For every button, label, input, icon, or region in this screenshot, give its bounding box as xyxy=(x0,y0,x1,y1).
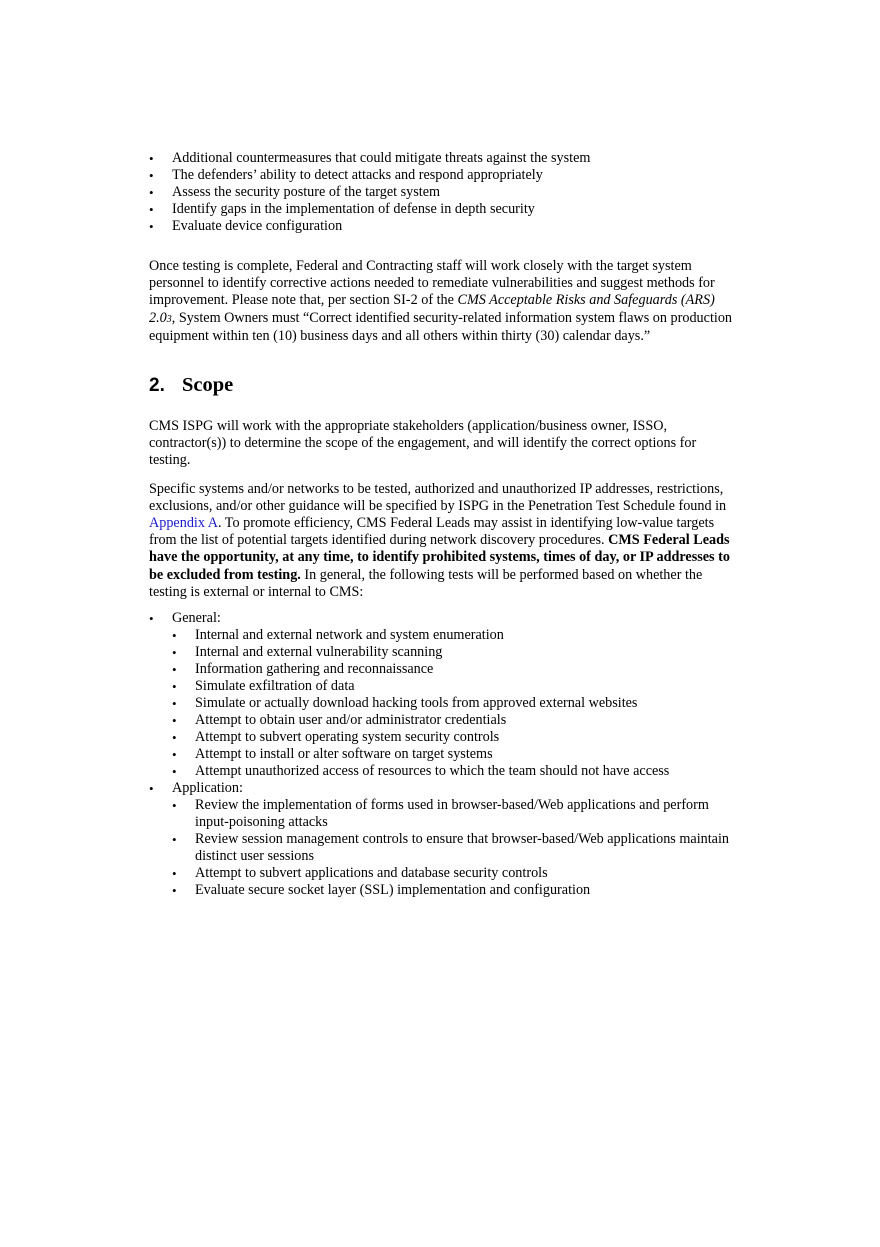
application-sublist xyxy=(172,797,739,899)
list-item: • The defenders’ ability to detect attacks and respond appropriately xyxy=(149,167,543,183)
intro-bullet-list xyxy=(149,150,739,235)
tests-list xyxy=(149,610,739,899)
bullet-icon: • xyxy=(172,662,177,678)
bullet-icon: • xyxy=(149,151,154,166)
bullet-icon: • xyxy=(172,866,177,882)
list-item: • Evaluate device configuration xyxy=(149,218,343,234)
list-item: • Review the implementation of forms used in browser-based/Web applications and perform input-poisoning attacks xyxy=(172,797,709,831)
general-sublist xyxy=(172,627,739,780)
ars-reference: CMS Acceptable Risks and Safeguards (ARS) 2.03 xyxy=(149,292,715,326)
bullet-icon: • xyxy=(172,883,177,899)
bullet-icon: • xyxy=(172,764,177,780)
section-number: 2. xyxy=(149,375,165,397)
appendix-a-link[interactable]: Appendix A xyxy=(149,515,218,532)
bullet-icon: • xyxy=(172,798,177,814)
bold-emphasis: CMS Federal Leads have the opportunity, at any time, to identify prohibited systems, times of day, or IP addresses to be excluded from testing. xyxy=(149,532,730,583)
page-content xyxy=(149,150,739,899)
bullet-icon: • xyxy=(172,679,177,695)
bullet-icon: • xyxy=(172,832,177,848)
list-item: • Information gathering and reconnaissance xyxy=(172,661,434,678)
list-item: • Identify gaps in the implementation of defense in depth security xyxy=(149,201,535,217)
list-item: • Simulate exfiltration of data xyxy=(172,678,355,695)
list-item: • Assess the security posture of the target system xyxy=(149,184,441,200)
bullet-icon: • xyxy=(149,219,154,234)
list-item-application: • Application: • Review the implementation of forms used in browser-based/Web applications and perform input-poisoning attacks • Review session management controls to ensure that browser-based/Web applications maintain distinct user sessions • Attempt to subvert applications and database security controls • Evaluate secure socket layer (SSL) implementation and configuration xyxy=(149,780,739,899)
bullet-icon: • xyxy=(149,168,154,183)
section-title: Scope xyxy=(182,374,234,397)
scope-paragraph-stakeholders: CMS ISPG will work with the appropriate stakeholders (application/business owner, ISSO, contractor(s)) to determine the scope of the engagement, and will identify the correct options for testing. xyxy=(149,418,697,469)
scope-paragraph-specific: Specific systems and/or networks to be tested, authorized and unauthorized IP addresses, restrictions, exclusions, and/or other guidance will be specified by ISPG in the Penetration Test Schedule found in Appendix A. To promote efficiency, CMS Federal Leads may assist in identifying low-value targets from the list of potential targets identified during network discovery procedures. CMS Federal Leads have the opportunity, at any time, to identify prohibited systems, times of day, or IP addresses to be excluded from testing. In general, the following tests will be performed based on whether the testing is external or internal to CMS: xyxy=(149,480,730,600)
testing-complete-paragraph: Once testing is complete, Federal and Contracting staff will work closely with the target system personnel to identify corrective actions needed to remediate vulnerabilities and suggest methods for improvement. Please note that, per section SI-2 of the CMS Acceptable Risks and Safeguards (ARS) 2.03, System Owners must “Correct identified security-related information system flaws on production equipment within ten (10) business days and all others within thirty (30) calendar days.” xyxy=(149,258,733,344)
bullet-icon: • xyxy=(149,781,154,797)
list-item: • Internal and external network and system enumeration xyxy=(172,627,504,644)
list-item-general: • General: • Internal and external network and system enumeration • Internal and external vulnerability scanning • Information gathering and reconnaissance • Simulate exfiltration of data • Simulate or actually download hacking tools from approved external websites • Attempt to obtain user and/or administrator credentials • Attempt to subvert operating system security controls • Attempt to install or alter software on target systems • Attempt unauthorized access of resources to which the team should not have access xyxy=(149,610,739,780)
list-item: • Attempt to subvert applications and database security controls xyxy=(172,865,548,882)
list-item: • Additional countermeasures that could mitigate threats against the system xyxy=(149,150,591,166)
bullet-icon: • xyxy=(172,713,177,729)
bullet-icon: • xyxy=(172,696,177,712)
list-item: • Attempt unauthorized access of resources to which the team should not have access xyxy=(172,763,670,780)
bullet-icon: • xyxy=(172,730,177,746)
list-item: • Internal and external vulnerability scanning xyxy=(172,644,443,661)
list-item: • Attempt to obtain user and/or administrator credentials xyxy=(172,712,507,729)
list-item: • Simulate or actually download hacking tools from approved external websites xyxy=(172,695,638,712)
bullet-icon: • xyxy=(149,611,154,627)
list-item: • Review session management controls to ensure that browser-based/Web applications maintain distinct user sessions xyxy=(172,831,730,865)
list-item: • Evaluate secure socket layer (SSL) implementation and configuration xyxy=(172,882,591,899)
bullet-icon: • xyxy=(172,628,177,644)
list-item: • Attempt to install or alter software on target systems xyxy=(172,746,493,763)
bullet-icon: • xyxy=(172,645,177,661)
bullet-icon: • xyxy=(149,185,154,200)
bullet-icon: • xyxy=(149,202,154,217)
list-item: • Attempt to subvert operating system security controls xyxy=(172,729,500,746)
section-heading-scope xyxy=(149,373,739,398)
bullet-icon: • xyxy=(172,747,177,763)
